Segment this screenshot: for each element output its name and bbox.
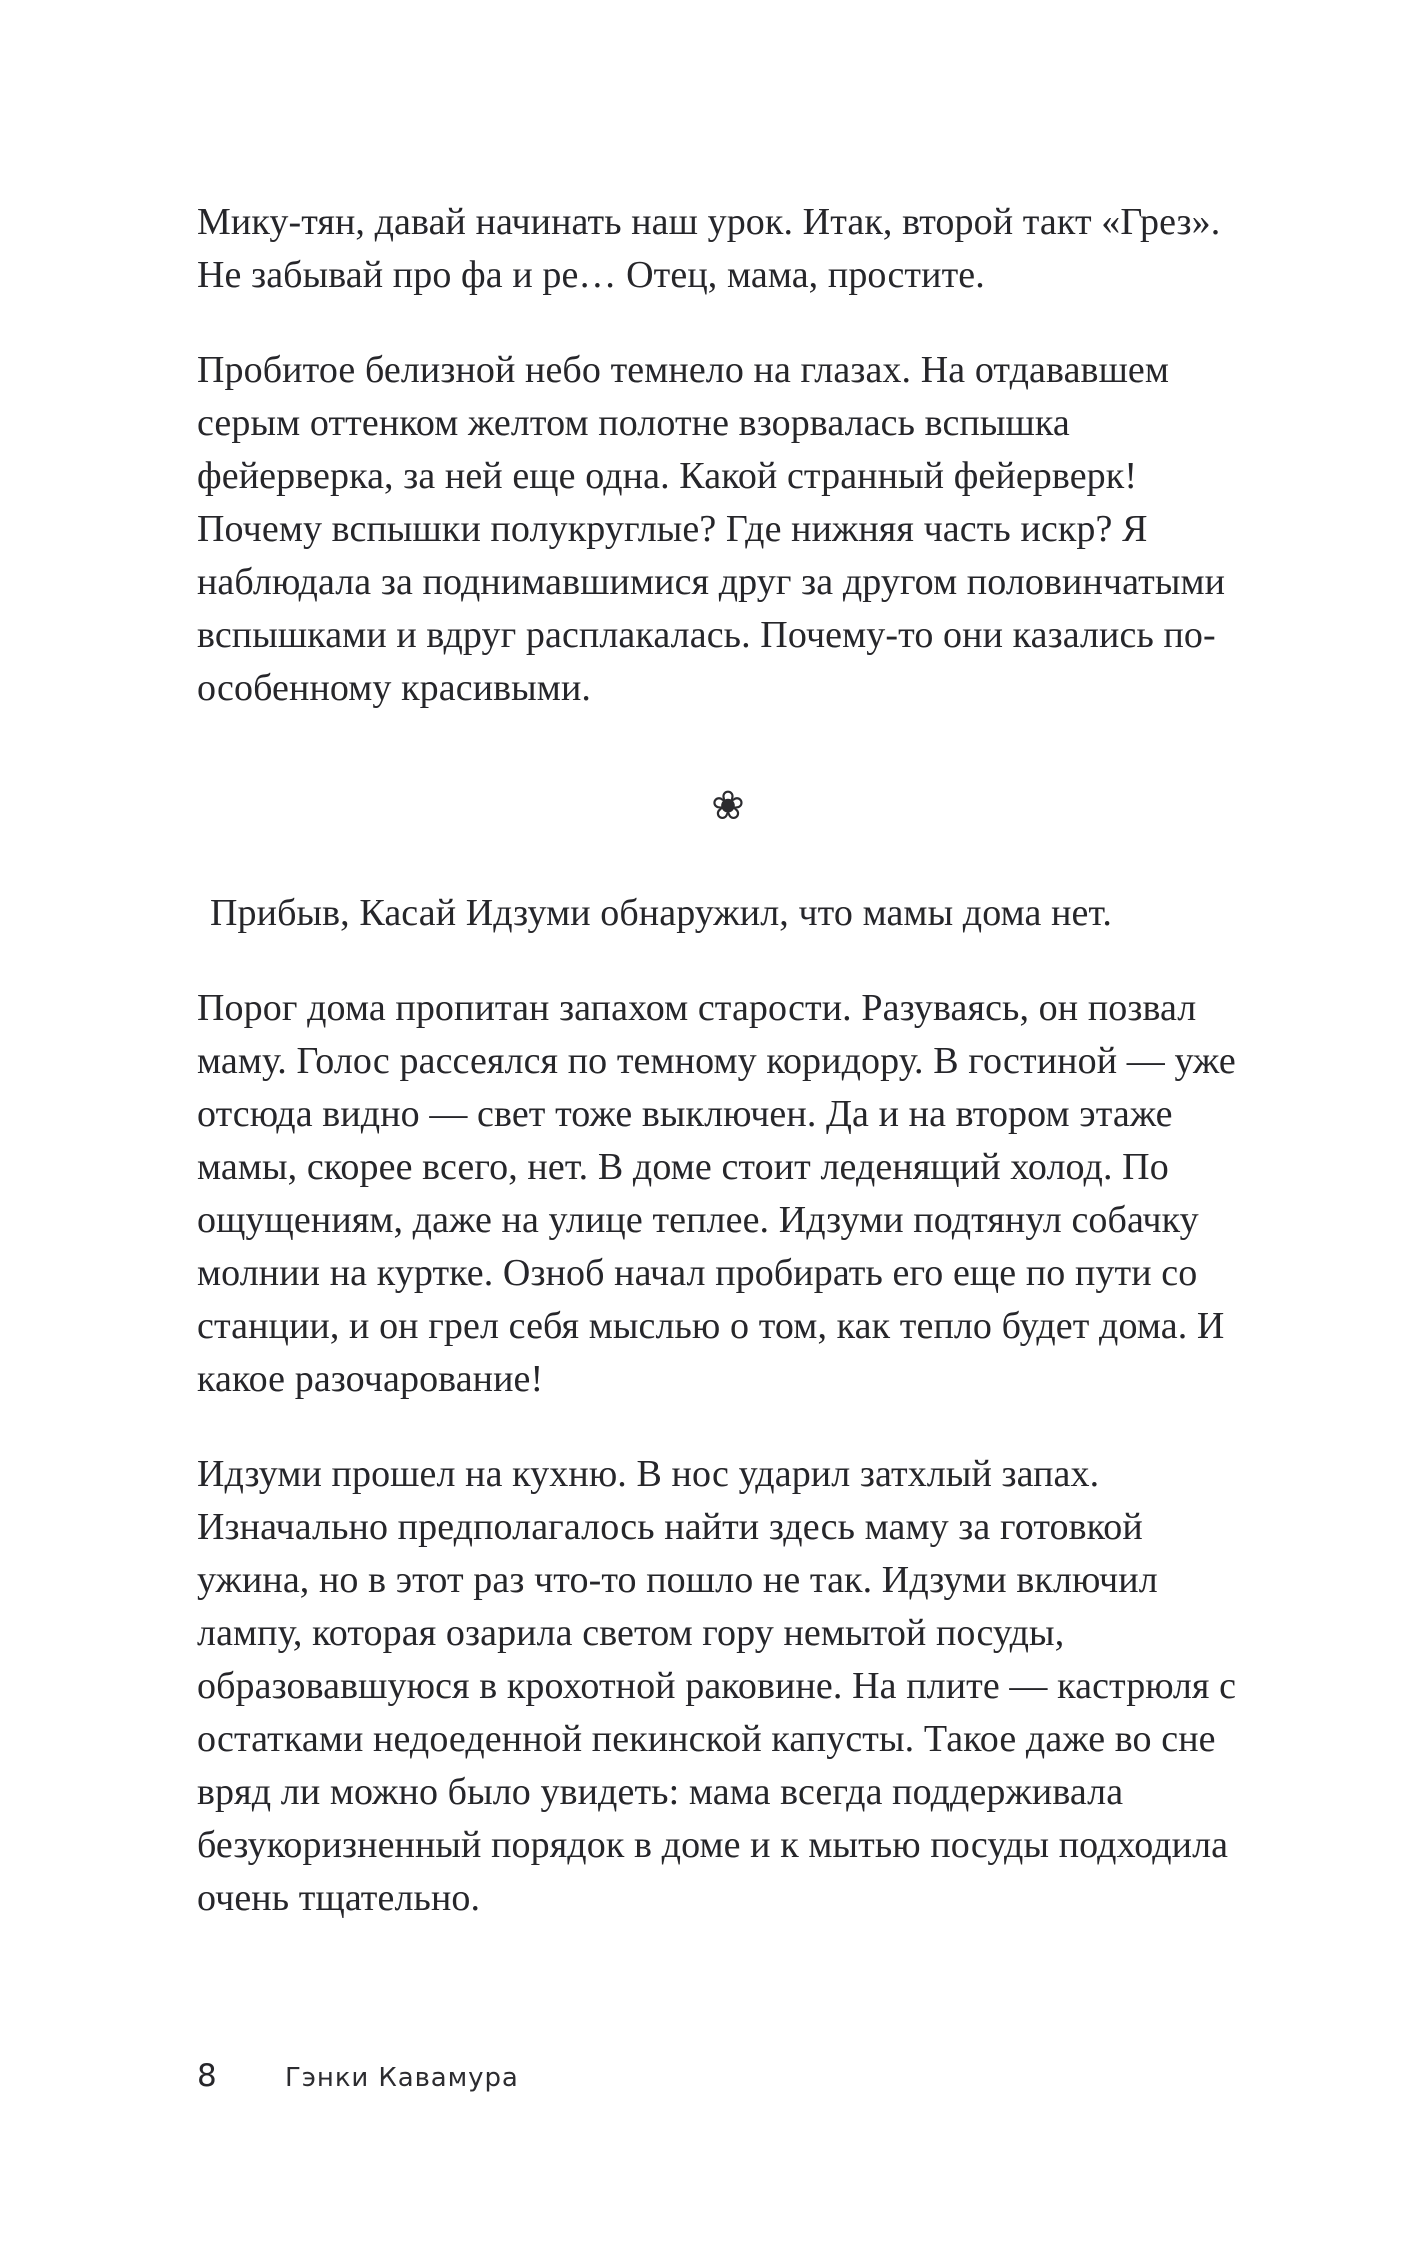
- paragraph-dialogue: Мику-тян, давай начинать наш урок. Итак, второй такт «Грез». Не забывай про фа и ре… Отец, мама, простите.: [197, 201, 1221, 296]
- section-divider: [197, 783, 1259, 829]
- page-footer: [197, 2058, 519, 2094]
- page-number: 8: [197, 2058, 218, 2094]
- footer-author-name: Гэнки Кавамура: [285, 2063, 519, 2093]
- paragraph-arrival: Прибыв, Касай Идзуми обнаружил, что мамы дома нет.: [210, 892, 1112, 934]
- paragraph-kitchen: Идзуми прошел на кухню. В нос ударил затхлый запах. Изначально предполагалось найти здесь маму за готовкой ужина, но в этот раз что-то пошло не так. Идзуми включил лампу, которая озарила светом гору немытой посуды, образовавшуюся в крохотной раковине. На плите — кастрюля с остатками недоеденной пекинской капусты. Такое даже во сне вряд ли можно было увидеть: мама всегда поддерживала безукоризненный порядок в доме и к мытью посуды подходила очень тщательно.: [197, 1453, 1237, 1919]
- paragraph-fireworks: Пробитое белизной небо темнело на глазах. На отдававшем серым оттенком желтом полотне взорвалась вспышка фейерверка, за ней еще одна. Какой странный фейерверк! Почему вспышки полукруглые? Где нижняя часть искр? Я наблюдала за поднимавшимися друг за другом половинчатыми вспышками и вдруг расплакалась. Почему-то они казались по-особенному красивыми.: [197, 349, 1226, 709]
- floral-ornament-icon: ❀: [711, 783, 745, 829]
- page-content: [197, 196, 1259, 1925]
- paragraph-house: Порог дома пропитан запахом старости. Разуваясь, он позвал маму. Голос рассеялся по темному коридору. В гостиной — уже отсюда видно — свет тоже выключен. Да и на втором этаже мамы, скорее всего, нет. В доме стоит леденящий холод. По ощущениям, даже на улице теплее. Идзуми подтянул собачку молнии на куртке. Озноб начал пробирать его еще по пути со станции, и он грел себя мыслью о том, как тепло будет дома. И какое разочарование!: [197, 987, 1236, 1400]
